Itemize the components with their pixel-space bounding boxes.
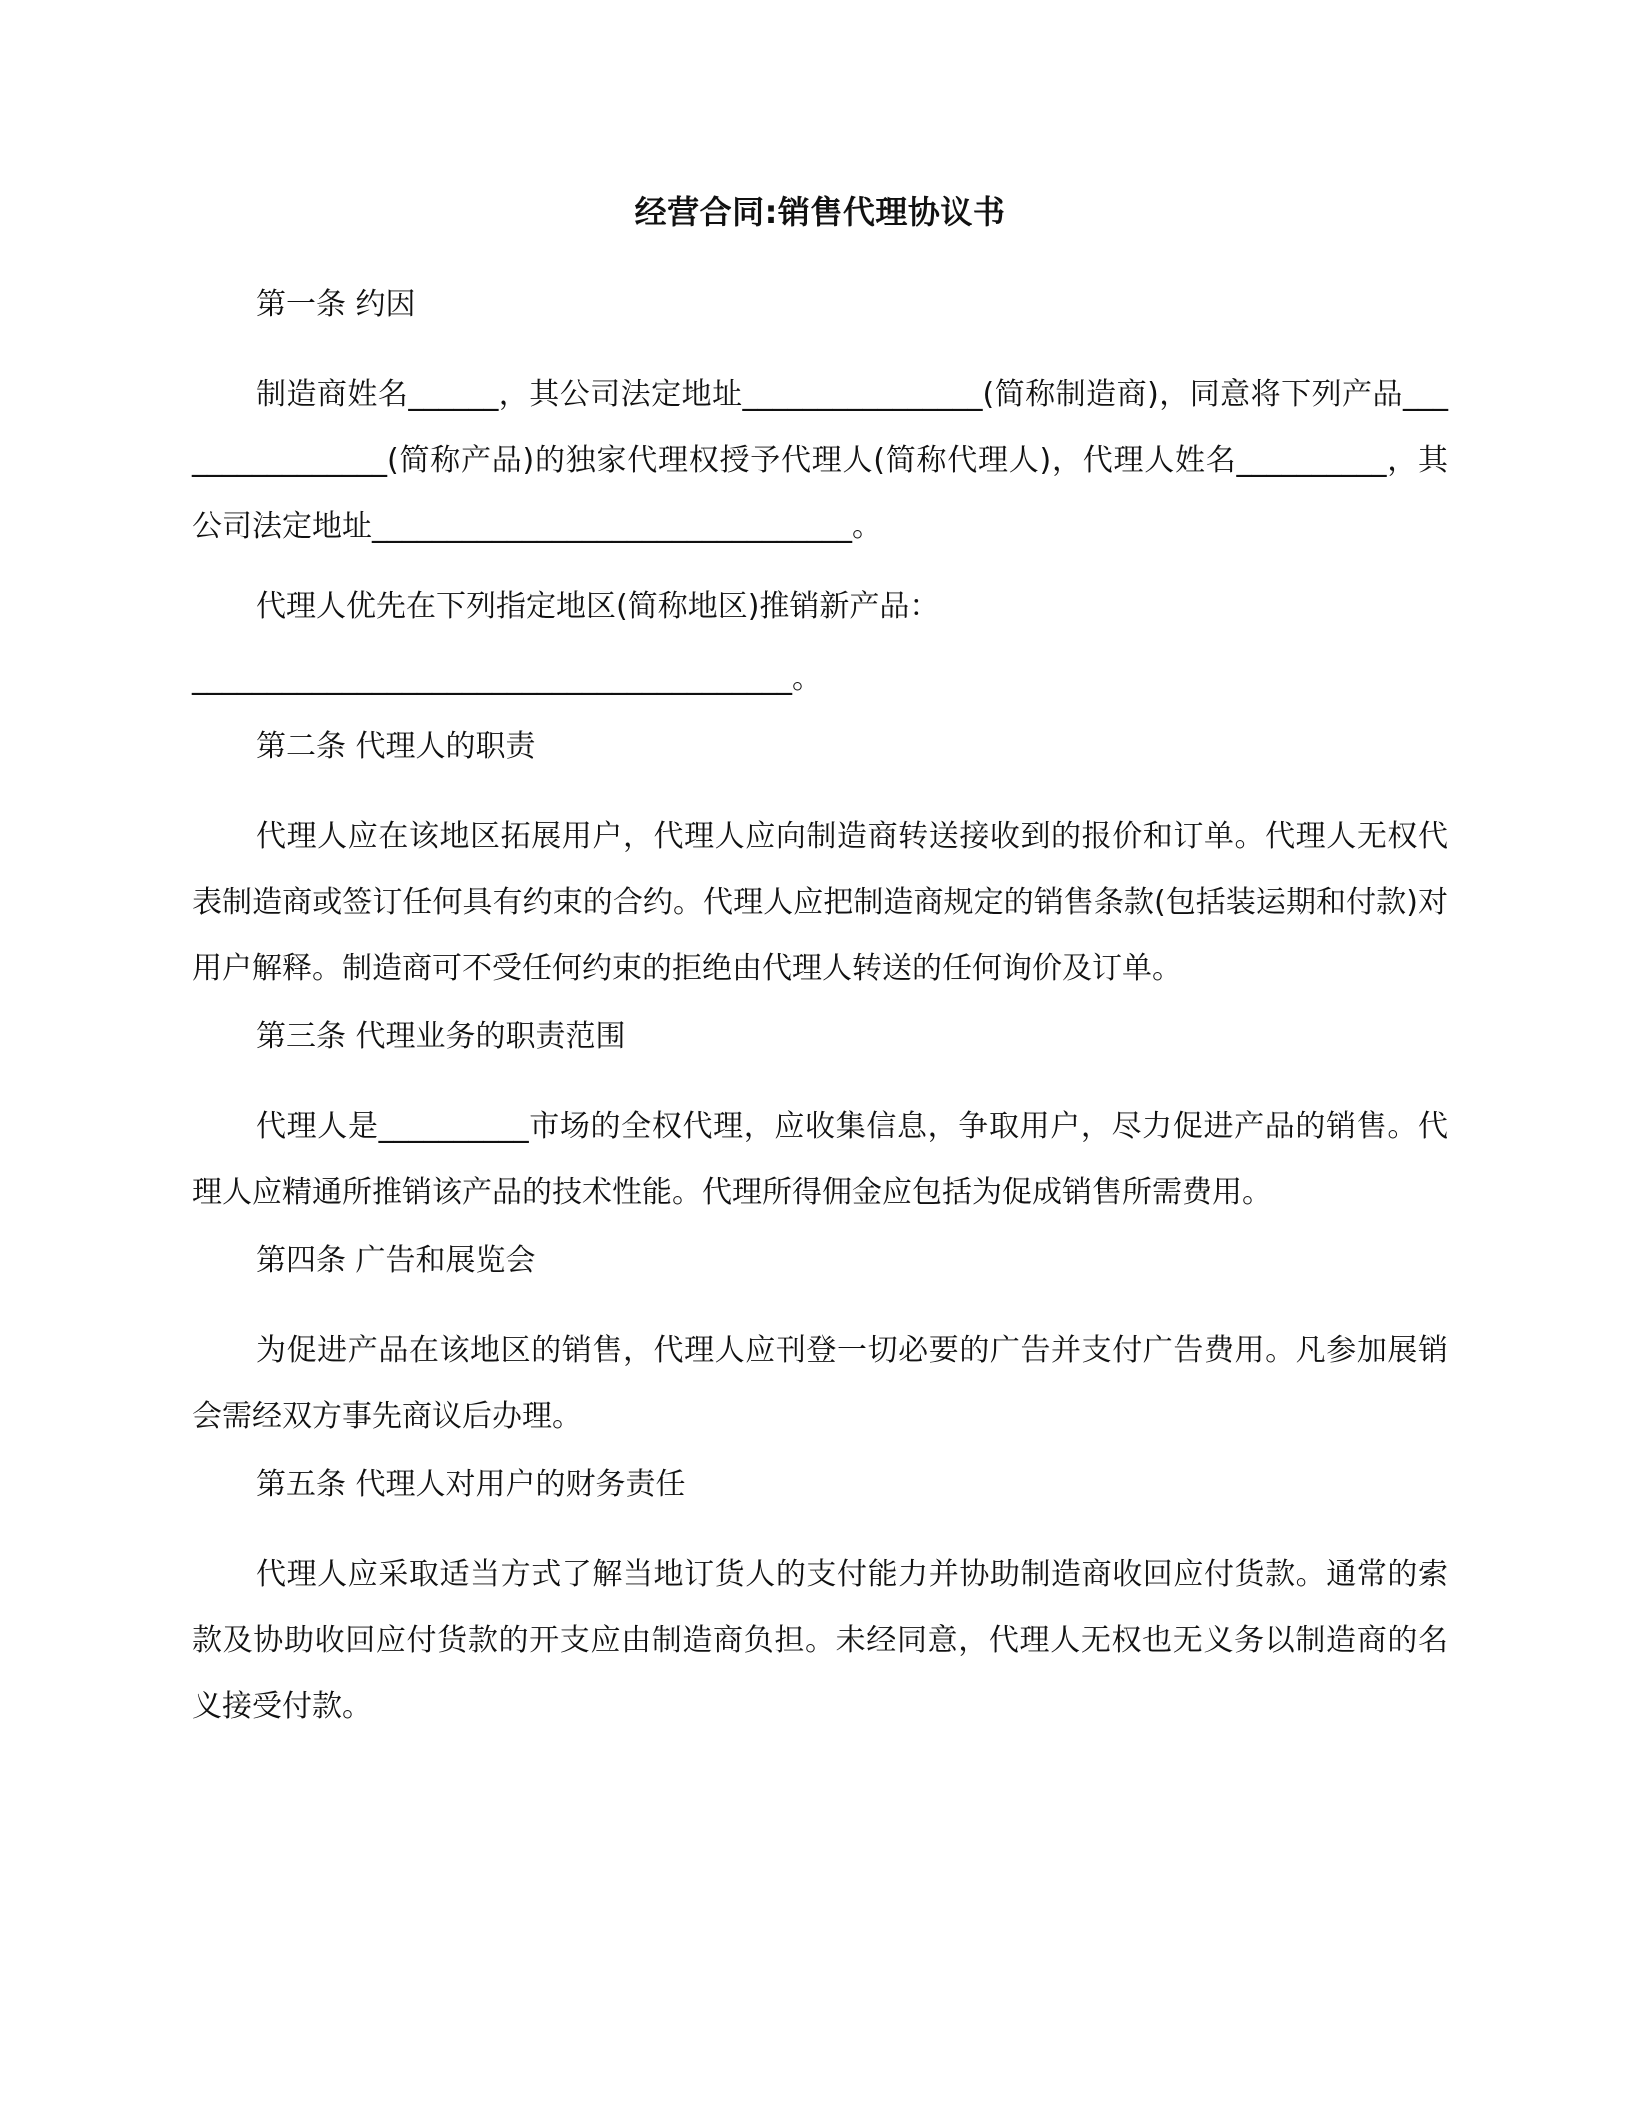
section-paragraph: 为促进产品在该地区的销售，代理人应刊登一切必要的广告并支付广告费用。凡参加展销会需经双方事先商议后办理。 — [192, 1333, 1448, 1434]
section-paragraph: 制造商姓名______，其公司法定地址________________(简称制造商)，同意将下列产品________________(简称产品)的独家代理权授予代理人(简称代理人)，代理人姓名__________，其公司法定地址________________________________。 — [192, 377, 1448, 544]
section-heading: 第一条 约因 — [256, 287, 416, 322]
section-heading: 第二条 代理人的职责 — [256, 729, 536, 764]
section-heading: 第三条 代理业务的职责范围 — [256, 1019, 626, 1054]
section-2 — [192, 726, 1448, 1002]
section-4 — [192, 1240, 1448, 1450]
section-paragraph: 代理人优先在下列指定地区(简称地区)推销新产品： — [256, 589, 940, 624]
document-title: 经营合同:销售代理协议书 — [634, 193, 1006, 231]
fill-in-blank-line: ________________________________________。 — [192, 661, 822, 696]
section-paragraph: 代理人应在该地区拓展用户，代理人应向制造商转送接收到的报价和订单。代理人无权代表制造商或签订任何具有约束的合约。代理人应把制造商规定的销售条款(包括装运期和付款)对用户解释。制造商可不受任何约束的拒绝由代理人转送的任何询价及订单。 — [192, 819, 1448, 986]
section-1 — [192, 284, 1448, 712]
section-3 — [192, 1016, 1448, 1226]
document-body — [192, 190, 1448, 1754]
section-paragraph: 代理人是__________市场的全权代理，应收集信息，争取用户，尽力促进产品的销售。代理人应精通所推销该产品的技术性能。代理所得佣金应包括为促成销售所需费用。 — [192, 1109, 1448, 1210]
section-paragraph: 代理人应采取适当方式了解当地订货人的支付能力并协助制造商收回应付货款。通常的索款及协助收回应付货款的开支应由制造商负担。未经同意，代理人无权也无义务以制造商的名义接受付款。 — [192, 1557, 1448, 1724]
section-heading: 第四条 广告和展览会 — [256, 1243, 536, 1278]
section-5 — [192, 1464, 1448, 1740]
section-heading: 第五条 代理人对用户的财务责任 — [256, 1467, 686, 1502]
